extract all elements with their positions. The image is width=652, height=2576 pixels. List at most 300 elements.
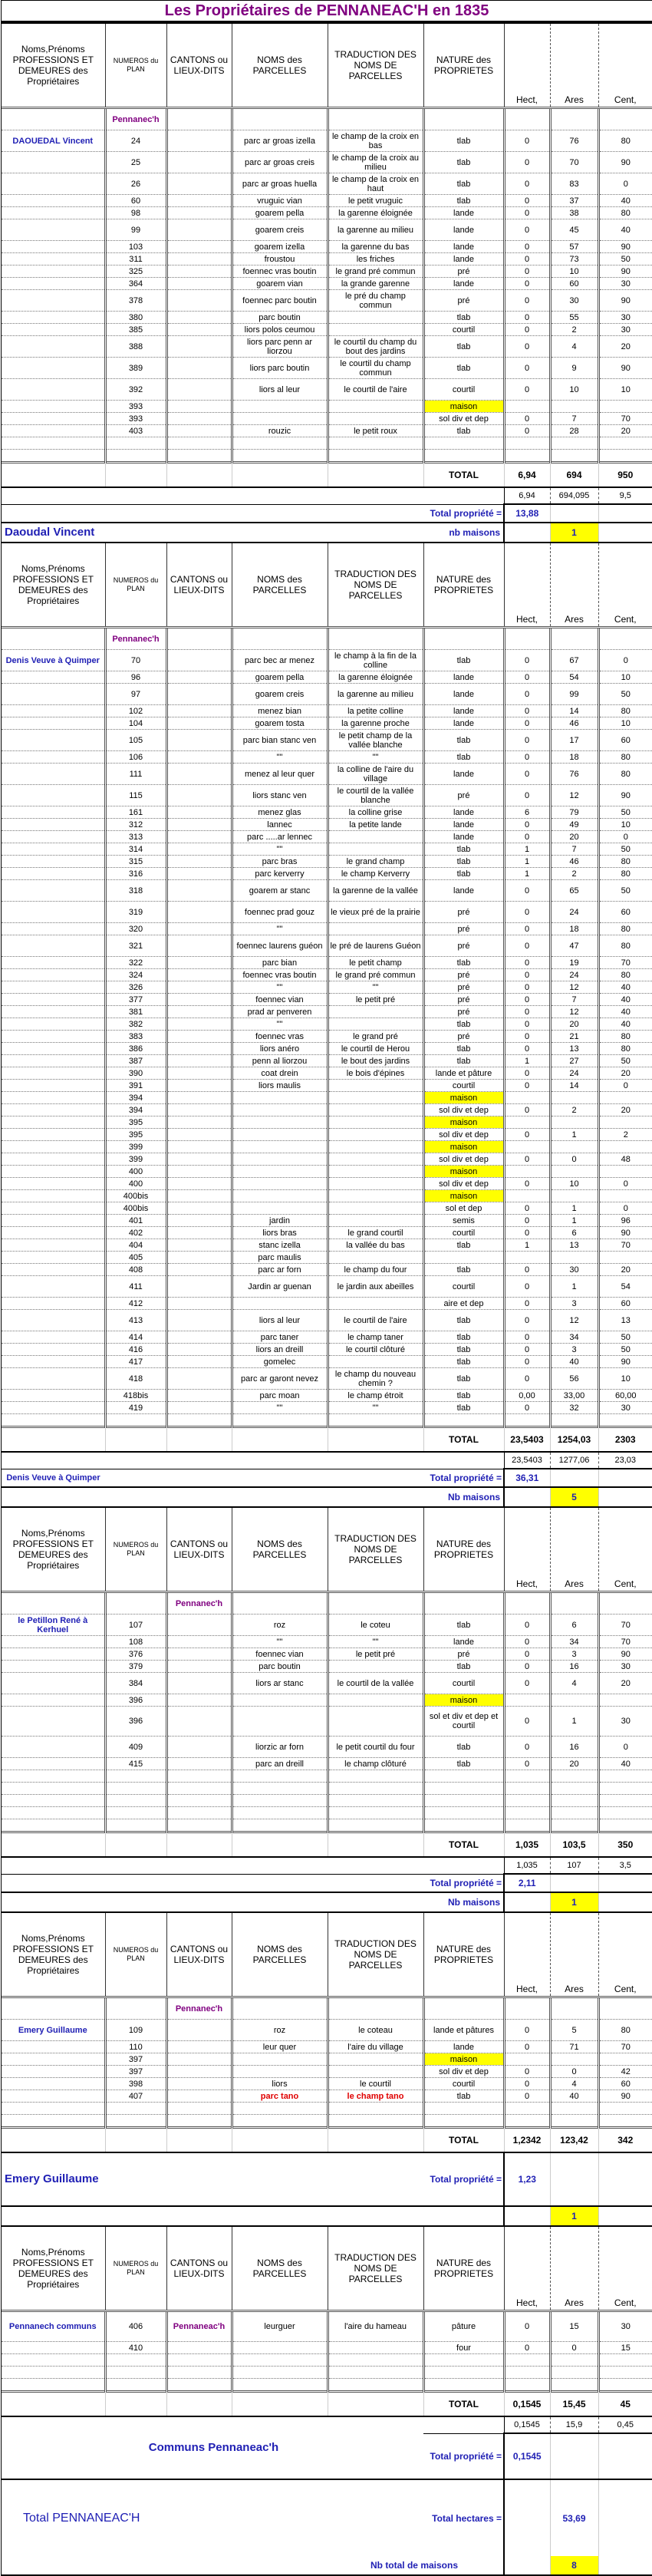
centiares: 90 — [598, 1227, 652, 1239]
sum-row — [2, 1452, 652, 1469]
parcel-name: menez glas — [232, 806, 328, 819]
plan-number: 318 — [105, 880, 166, 902]
owner-name — [2, 207, 105, 219]
parcel-row — [2, 671, 652, 684]
ares: 1 — [550, 1215, 598, 1227]
blank-cell — [328, 2392, 423, 2417]
hectares: 0 — [504, 1648, 550, 1661]
canton — [166, 401, 232, 413]
blank-cell — [232, 628, 328, 650]
ares: 18 — [550, 923, 598, 935]
centiares: 70 — [598, 1239, 652, 1252]
blank-cell — [2, 2354, 105, 2367]
canton — [166, 358, 232, 379]
blank-cell — [232, 1832, 328, 1858]
header-nature: NATURE des PROPRIETES — [423, 543, 504, 628]
plan-number: 413 — [105, 1310, 166, 1331]
parcel-row — [2, 806, 652, 819]
ares: 30 — [550, 290, 598, 312]
grand-total-row — [2, 2479, 652, 2556]
owner-name — [2, 2090, 105, 2103]
parcel-name — [232, 1104, 328, 1116]
total-hectares-label: Total hectares = — [432, 2512, 502, 2524]
plan-number: 380 — [105, 312, 166, 324]
owner-name — [2, 717, 105, 730]
blank-cell — [504, 1997, 550, 2020]
plan-number: 385 — [105, 324, 166, 336]
owner-name — [2, 1227, 105, 1239]
centiares: 30 — [598, 1707, 652, 1737]
blank-cell — [166, 108, 232, 130]
plan-number: 107 — [105, 1615, 166, 1636]
blank-cell — [2, 1807, 105, 1819]
parcel-name: parc bian — [232, 957, 328, 969]
parcel-row — [2, 1298, 652, 1310]
parcel-row — [2, 1006, 652, 1018]
header-cent: Cent, — [598, 23, 652, 108]
centiares: 80 — [598, 969, 652, 981]
hectares: 0 — [504, 1673, 550, 1694]
centiares: 50 — [598, 684, 652, 705]
blank-cell — [166, 1414, 232, 1427]
parcel-row — [2, 290, 652, 312]
property-nature: sol et div et dep et courtil — [423, 1707, 504, 1737]
blank-cell — [504, 2479, 550, 2556]
total-label: TOTAL — [423, 2392, 504, 2417]
parcel-name: "" — [232, 1402, 328, 1414]
column-header-row — [2, 2226, 652, 2311]
nb-maisons-label: Nb maisons — [423, 1487, 504, 1507]
parcel-name — [232, 1694, 328, 1707]
ares: 7 — [550, 994, 598, 1006]
canton — [166, 379, 232, 401]
owner-name — [2, 1239, 105, 1252]
hectares: 0 — [504, 173, 550, 195]
property-nature: aire et dep — [423, 1298, 504, 1310]
property-nature: maison — [423, 1116, 504, 1129]
blank-cell — [232, 2128, 328, 2153]
blank-cell — [232, 2379, 328, 2392]
plan-number: 315 — [105, 856, 166, 868]
parcel-translation — [328, 1080, 423, 1092]
canton — [166, 1758, 232, 1770]
owner-name — [2, 1331, 105, 1344]
canton — [166, 1227, 232, 1239]
property-nature: tlab — [423, 173, 504, 195]
canton — [166, 671, 232, 684]
ares: 1 — [550, 1707, 598, 1737]
parcel-name: foennec vian — [232, 1648, 328, 1661]
parcel-row — [2, 831, 652, 843]
parcel-row — [2, 1018, 652, 1031]
canton — [166, 173, 232, 195]
column-header-row — [2, 1507, 652, 1592]
parcel-translation — [328, 1356, 423, 1368]
header-ares: Ares — [550, 23, 598, 108]
parcel-row — [2, 312, 652, 324]
parcel-name: goarem creis — [232, 684, 328, 705]
total-propriete-label: Total propriété = — [423, 1469, 504, 1487]
header-owner: Noms,Prénoms PROFESSIONS ET DEMEURES des Propriétaires — [2, 2226, 105, 2311]
parcel-name: vruguic vian — [232, 195, 328, 207]
owner-name — [2, 843, 105, 856]
canton — [166, 650, 232, 671]
canton — [166, 312, 232, 324]
property-nature: tlab — [423, 1310, 504, 1331]
plan-number: 400 — [105, 1166, 166, 1178]
hectares: 0 — [504, 1129, 550, 1141]
header-traduction: TRADUCTION DES NOMS DE PARCELLES — [328, 1912, 423, 1997]
canton — [166, 1080, 232, 1092]
parcel-row — [2, 2053, 652, 2066]
header-cent: Cent, — [598, 1912, 652, 1997]
hectares: 0 — [504, 425, 550, 437]
blank-cell — [166, 1819, 232, 1832]
canton — [166, 278, 232, 290]
owner-name — [2, 152, 105, 173]
canton — [166, 856, 232, 868]
parcel-name: parc ar groas huella — [232, 173, 328, 195]
owner-name: DAOUEDAL Vincent — [2, 130, 105, 152]
blank-cell — [328, 2379, 423, 2392]
plan-number: 401 — [105, 1215, 166, 1227]
header-owner: Noms,Prénoms PROFESSIONS ET DEMEURES des Propriétaires — [2, 23, 105, 108]
blank-cell — [550, 2379, 598, 2392]
owner-name — [2, 173, 105, 195]
plan-number: 320 — [105, 923, 166, 935]
property-nature: lande — [423, 1636, 504, 1648]
header-canton: CANTONS ou LIEUX-DITS — [166, 23, 232, 108]
parcel-row — [2, 1356, 652, 1368]
parcel-row — [2, 2020, 652, 2041]
parcel-name: penn al liorzou — [232, 1055, 328, 1067]
blank-cell — [166, 450, 232, 463]
centiares: 42 — [598, 2066, 652, 2078]
canton — [166, 1116, 232, 1129]
sum-hect: 6,94 — [504, 487, 550, 504]
blank-row — [2, 1414, 652, 1427]
plan-number: 383 — [105, 1031, 166, 1043]
parcel-translation: le petit roux — [328, 425, 423, 437]
plan-number: 105 — [105, 730, 166, 751]
parcel-translation: la garenne de la vallée — [328, 880, 423, 902]
parcel-translation: "" — [328, 1402, 423, 1414]
property-nature: tlab — [423, 730, 504, 751]
parcel-translation: la garenne au milieu — [328, 684, 423, 705]
blank-cell — [2, 2379, 105, 2392]
owner-name — [2, 1356, 105, 1368]
property-nature: lande — [423, 831, 504, 843]
ares: 2 — [550, 868, 598, 880]
blank-cell — [328, 2354, 423, 2367]
parcel-row — [2, 1104, 652, 1116]
plan-number: 384 — [105, 1673, 166, 1694]
parcel-name: parc bec ar menez — [232, 650, 328, 671]
centiares: 40 — [598, 219, 652, 241]
parcel-name: parc taner — [232, 1331, 328, 1344]
total-row — [2, 463, 652, 488]
total-hectares-value: 53,69 — [550, 2479, 598, 2556]
hectares: 0 — [504, 241, 550, 253]
owner-name — [2, 1141, 105, 1153]
header-noms: NOMS des PARCELLES — [232, 543, 328, 628]
property-nature: pré — [423, 902, 504, 923]
parcel-name: stanc izella — [232, 1239, 328, 1252]
owner-name — [2, 1673, 105, 1694]
parcel-translation: le courtil du champ commun — [328, 358, 423, 379]
parcel-row — [2, 819, 652, 831]
hectares: 0 — [504, 1227, 550, 1239]
ares — [550, 1092, 598, 1104]
plan-number: 393 — [105, 413, 166, 425]
parcel-row — [2, 1141, 652, 1153]
blank-cell — [423, 450, 504, 463]
hectares: 0,00 — [504, 1390, 550, 1402]
parcel-translation: le vieux pré de la prairie — [328, 902, 423, 923]
parcel-translation: l'aire du hameau — [328, 2311, 423, 2342]
hectares: 0 — [504, 671, 550, 684]
canton — [166, 336, 232, 358]
canton — [166, 1615, 232, 1636]
canton — [166, 195, 232, 207]
blank-cell — [423, 2115, 504, 2128]
parcel-name: leurguer — [232, 2311, 328, 2342]
blank-cell — [105, 1770, 166, 1783]
centiares: 10 — [598, 1368, 652, 1390]
owner-name — [2, 730, 105, 751]
hectares: 0 — [504, 1202, 550, 1215]
property-nature: maison — [423, 2053, 504, 2066]
owner-name — [2, 1104, 105, 1116]
parcel-translation — [328, 1153, 423, 1166]
blank-cell — [550, 1783, 598, 1795]
centiares: 80 — [598, 207, 652, 219]
parcel-translation: le petit champ de la vallée blanche — [328, 730, 423, 751]
parcel-translation — [328, 1104, 423, 1116]
total-label: TOTAL — [423, 1832, 504, 1858]
hectares: 0 — [504, 1661, 550, 1673]
header-nature: NATURE des PROPRIETES — [423, 1912, 504, 1997]
location-row — [2, 628, 652, 650]
blank-cell — [423, 628, 504, 650]
property-nature: lande — [423, 705, 504, 717]
ares — [550, 1694, 598, 1707]
parcel-row — [2, 1129, 652, 1141]
hectares: 0 — [504, 1402, 550, 1414]
plan-number: 418 — [105, 1368, 166, 1390]
blank-cell — [598, 628, 652, 650]
property-nature: lande — [423, 253, 504, 266]
blank-cell — [423, 1795, 504, 1807]
ares: 65 — [550, 880, 598, 902]
blank-cell — [166, 2392, 232, 2417]
ares: 1 — [550, 1129, 598, 1141]
blank-cell — [504, 2379, 550, 2392]
hectares: 0 — [504, 1006, 550, 1018]
owner-name — [2, 2066, 105, 2078]
blank-cell — [105, 2392, 166, 2417]
blank-cell — [328, 463, 423, 488]
canton — [166, 1067, 232, 1080]
blank-cell — [105, 437, 166, 450]
location-row — [2, 1997, 652, 2020]
sum-cent: 0,45 — [598, 2416, 652, 2433]
property-nature: tlab — [423, 1661, 504, 1673]
sum-cent: 23,03 — [598, 1452, 652, 1469]
parcel-row — [2, 1310, 652, 1331]
blank-cell — [2, 2115, 105, 2128]
header-hect: Hect, — [504, 1507, 550, 1592]
owner-name — [2, 336, 105, 358]
plan-number: 319 — [105, 902, 166, 923]
hectares: 0 — [504, 278, 550, 290]
owner-name — [2, 705, 105, 717]
cadastre-sheet — [1, 0, 652, 2576]
header-plan: NUMEROS du PLAN — [105, 543, 166, 628]
owner-name — [2, 1129, 105, 1141]
parcel-translation — [328, 2066, 423, 2078]
header-canton: CANTONS ou LIEUX-DITS — [166, 543, 232, 628]
property-nature: courtil — [423, 2078, 504, 2090]
owner-name — [2, 1276, 105, 1298]
parcel-translation: les friches — [328, 253, 423, 266]
centiares — [598, 1694, 652, 1707]
blank-cell — [423, 2416, 504, 2433]
hectares: 1 — [504, 868, 550, 880]
header-ares: Ares — [550, 543, 598, 628]
canton — [166, 1636, 232, 1648]
canton — [166, 981, 232, 994]
canton — [166, 152, 232, 173]
centiares: 48 — [598, 1153, 652, 1166]
plan-number: 312 — [105, 819, 166, 831]
parcel-row — [2, 241, 652, 253]
parcel-name: foennec parc boutin — [232, 290, 328, 312]
parcel-name: parc boutin — [232, 1661, 328, 1673]
canton — [166, 730, 232, 751]
header-owner: Noms,Prénoms PROFESSIONS ET DEMEURES des Propriétaires — [2, 1912, 105, 1997]
centiares: 0 — [598, 1080, 652, 1092]
canton — [166, 253, 232, 266]
ares: 49 — [550, 819, 598, 831]
canton — [166, 994, 232, 1006]
centiares: 90 — [598, 785, 652, 806]
hectares: 1 — [504, 1055, 550, 1067]
centiares: 90 — [598, 152, 652, 173]
property-nature: courtil — [423, 1227, 504, 1239]
parcel-name — [232, 1178, 328, 1190]
property-nature: pré — [423, 266, 504, 278]
parcel-translation: la vallée du bas — [328, 1239, 423, 1252]
owner-name — [2, 266, 105, 278]
ares — [550, 1166, 598, 1178]
owner-name — [2, 1031, 105, 1043]
canton — [166, 957, 232, 969]
plan-number: 394 — [105, 1092, 166, 1104]
parcel-name: parc ar groas izella — [232, 130, 328, 152]
blank-cell — [423, 2367, 504, 2379]
plan-number: 397 — [105, 2066, 166, 2078]
parcel-row — [2, 1178, 652, 1190]
property-nature: lande — [423, 764, 504, 785]
parcel-row — [2, 2090, 652, 2103]
blank-cell — [550, 504, 598, 523]
canton — [166, 705, 232, 717]
property-nature: tlab — [423, 843, 504, 856]
owner-name — [2, 2041, 105, 2053]
property-nature: pré — [423, 935, 504, 957]
ares: 3 — [550, 1344, 598, 1356]
parcel-translation: le petit vruguic — [328, 195, 423, 207]
property-nature: lande — [423, 717, 504, 730]
parcel-translation: "" — [328, 981, 423, 994]
canton — [166, 2090, 232, 2103]
ares: 12 — [550, 981, 598, 994]
parcel-row — [2, 730, 652, 751]
property-nature: lande — [423, 671, 504, 684]
ares: 6 — [550, 1615, 598, 1636]
parcel-translation: la petite colline — [328, 705, 423, 717]
owner-name: Denis Veuve à Quimper — [2, 650, 105, 671]
owner-name — [2, 1018, 105, 1031]
parcel-name: jardin — [232, 1215, 328, 1227]
hectares: 0 — [504, 312, 550, 324]
nb-maisons-value: 1 — [550, 1892, 598, 1912]
parcel-row — [2, 195, 652, 207]
parcel-translation — [328, 1129, 423, 1141]
blank-cell — [550, 2354, 598, 2367]
owner-name — [2, 1390, 105, 1402]
plan-number: 109 — [105, 2020, 166, 2041]
centiares: 30 — [598, 278, 652, 290]
property-nature: tlab — [423, 1368, 504, 1390]
hectares: 0 — [504, 923, 550, 935]
centiares: 80 — [598, 1031, 652, 1043]
canton — [166, 935, 232, 957]
plan-number: 104 — [105, 717, 166, 730]
property-nature: pré — [423, 290, 504, 312]
parcel-row — [2, 413, 652, 425]
parcel-translation: le grand pré — [328, 1031, 423, 1043]
total-row — [2, 1427, 652, 1453]
parcel-translation: la garenne au milieu — [328, 219, 423, 241]
blank-cell — [598, 1795, 652, 1807]
ares: 12 — [550, 785, 598, 806]
parcel-name: goarem ar stanc — [232, 880, 328, 902]
plan-number: 410 — [105, 2342, 166, 2354]
parcel-name: foennec vras — [232, 1031, 328, 1043]
plan-number: 399 — [105, 1141, 166, 1153]
blank-cell — [2, 2367, 105, 2379]
blank-cell — [598, 1592, 652, 1615]
centiares: 60 — [598, 1298, 652, 1310]
parcel-translation: le pré du champ commun — [328, 290, 423, 312]
blank-cell — [598, 1487, 652, 1507]
plan-number: 393 — [105, 401, 166, 413]
hectares — [504, 1694, 550, 1707]
owner-name — [2, 868, 105, 880]
canton — [166, 1104, 232, 1116]
hectares: 0 — [504, 1636, 550, 1648]
plan-number: 161 — [105, 806, 166, 819]
parcel-row — [2, 2066, 652, 2078]
ares — [550, 1141, 598, 1153]
ares: 9 — [550, 358, 598, 379]
plan-number: 376 — [105, 1648, 166, 1661]
blank-cell — [504, 1807, 550, 1819]
centiares: 20 — [598, 1104, 652, 1116]
property-nature: semis — [423, 1215, 504, 1227]
